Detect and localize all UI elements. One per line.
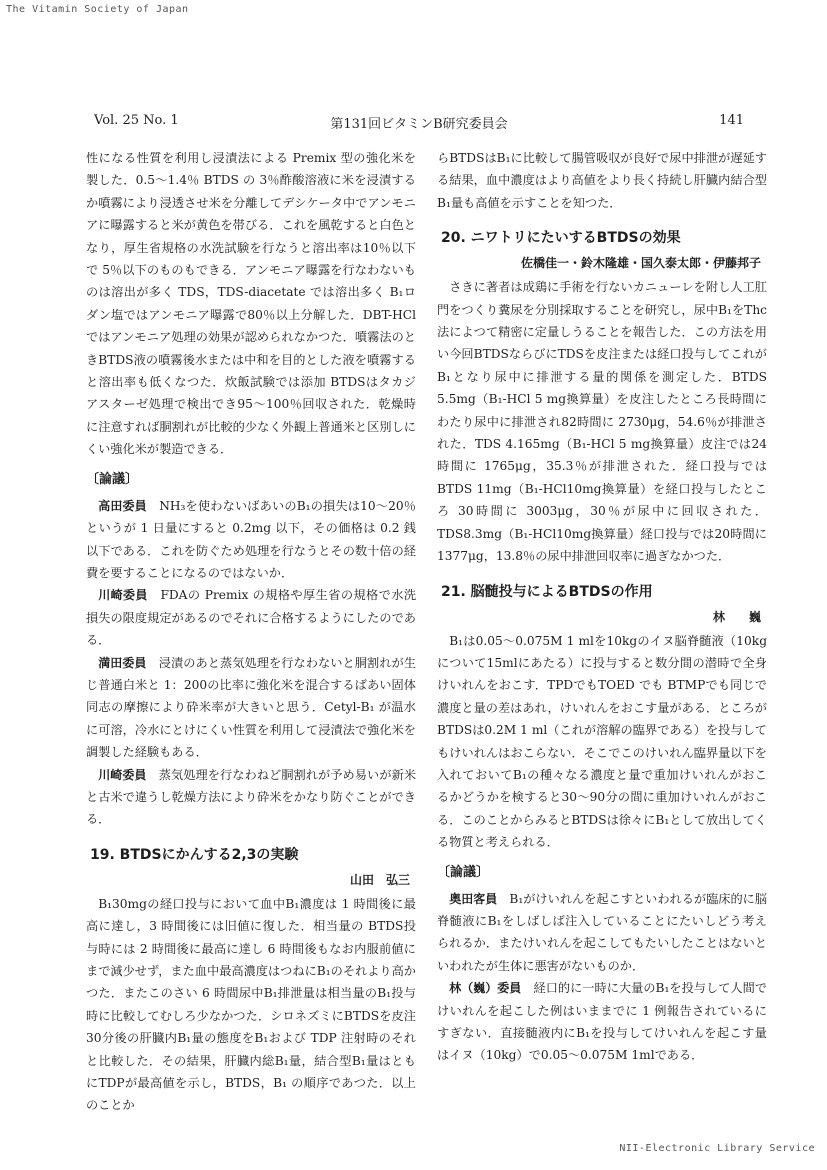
section-title: 21. 脳髄投与によるBTDSの作用 — [441, 583, 653, 600]
speaker-name: 川崎委員 — [98, 588, 148, 603]
speaker-name: 川崎委員 — [98, 767, 147, 782]
bottom-watermark: NII-Electronic Library Service — [619, 1143, 815, 1154]
discussion-label: 〔論議〕 — [437, 864, 490, 880]
discussion-entry — [437, 977, 767, 1067]
section-body: B₁は0.05～0.075M 1 mlを10kgのイヌ脳脊髄液（10kgについて15mlにあたる）に投与すると数分間の潜時で全身けいれんをおこす．TPDでもTOED でも BTMPでも同じで濃度と量の差はあれ，けいれんをおこす量がある．ところがBTDSは0.2M 1 ml（これが溶解の臨界である）を投与してもけいれんはおこらない．そこでこのけいれん臨界量以下を入れておいてB₁の種々なる濃度と量で重加けいれんがおこるかどうかを検すると30～90分の間に重加けいれんがおこる．このことからみるとBTDSは徐々にB₁として放出してくる物質と考えられる． — [437, 633, 767, 850]
discussion-entry — [86, 584, 416, 651]
section-author: 山田 弘三 — [349, 872, 410, 887]
intro-paragraph: 性になる性質を利用し浸漬法による Premix 型の強化米を製した．0.5～1.4％ BTDS の 3％酢酸溶液に米を浸漬するか噴霧により浸透させ米を分離してデシケータ中でアンモニアに曝露すると米が黄色を帯びる．これを風乾すると白色となり，厚生省規格の水洗試験を行なうと溶出率は10％以下で 5％以下のものもできる．アンモニア曝露を行なわないものは溶出が多く TDS，TDS-diacetate では溶出多く B₁ロダン塩ではアンモニア曝露で80％以上分解した．DBT-HClではアンモニア処理の効果が認められなかつた．噴霧法のときBTDS液の噴霧後水または中和を目的とした液を噴霧すると溶出率も低くなつた．炊飯試験では添加 BTDSはタカジアスターゼ処理で検出でき95～100％回収された．乾燥時に注意すれば胴割れが比較的少なく外観上普通米と区別しにくい強化米が製造できる． — [86, 151, 416, 457]
section-author: 佐橋佳一・鈴木隆雄・国久泰太郎・伊藤邦子 — [520, 256, 761, 271]
discussion-text: B₁がけいれんを起こすといわれるが臨床的に脳脊髄液にB₁をしばしば注入していることにたいしどう考えられるか．またけいれんを起こしてもたいしたことはないといわれたが生体に悪害がないものか． — [437, 891, 768, 973]
discussion-entry — [86, 652, 416, 764]
discussion-text: NH₃を使わないばあいのB₁の損失は10～20％というが 1 日量にすると 0.2mg 以下，その価格は 0.2 銭以下である．これを防ぐため処理を行なうとその数十倍の経費を要することになるのではないか． — [86, 498, 416, 580]
discussion-text: 経口的に一時に大量のB₁を投与して人間でけいれんを起こした例はいままでに 1 例報告されているにすぎない．直接髄液内にB₁を投与してけいれんを起こす量はイヌ（10kg）で0.05～0.075M 1mlである． — [437, 981, 767, 1063]
section-body: B₁30mgの経口投与において血中B₁濃度は 1 時間後に最高に達し，3 時間後には旧値に復した．相当量の BTDS投与時には 2 時間後に最高に達し 6 時間後もなお内服前値にまで減少せず，また血中最高濃度はつねにB₁のそれより高かつた．またこのさい 6 時間尿中B₁排泄量は相当量のB₁投与時に比較してむしろ少なかつた．シロネズミにBTDSを皮注30分後の肝臓内B₁量の態度をB₁および TDP 注射時のそれと比較した．その結果，肝臓内総B₁量，結合型B₁量はともにTDPが最高値を示し，BTDS，B₁ の順序であつた．以上のことか — [86, 896, 416, 1113]
speaker-name: 満田委員 — [98, 655, 147, 670]
discussion-entry — [86, 495, 416, 585]
discussion-text: FDAの Premix の規格や厚生省の規格で水洗損失の限度規定があるのでそれに合格するようにしたのである． — [86, 588, 417, 648]
left-column — [86, 147, 416, 1117]
discussion-label: 〔論議〕 — [86, 471, 139, 487]
volume-number: Vol. 25 No. 1 — [94, 113, 179, 128]
continuation-paragraph: らBTDSはB₁に比較して腸管吸収が良好で尿中排泄が遅延する結果，血中濃度はより高値をより長く持続し肝臓内結合型B₁量も高値を示すことを知つた． — [437, 151, 767, 210]
page-number: 141 — [719, 113, 744, 128]
speaker-name: 高田委員 — [98, 498, 147, 513]
discussion-text: 浸漬のあと蒸気処理を行なわないと胴割れが生じ普通白米と 1：200の比率に強化米を混合するばあい固体同志の摩擦により砕米率が大きいと思う．Cetyl-B₁ が温水に可溶，冷水にとけにくい性質を利用して浸漬法で強化米を調製した経験もある． — [86, 655, 417, 760]
section-title: 20. ニワトリにたいするBTDSの効果 — [441, 230, 681, 247]
discussion-entry — [437, 888, 767, 978]
section-body: さきに著者は成鶏に手術を行ないカニューレを附し人工肛門をつくり糞尿を分別採取することを研究し，尿中B₁をThc法によつて精密に定量しうることを報告した．この方法を用い今回BTDSならびにTDSを皮注または経口投与してこれがB₁となり尿中に排泄する量的関係を測定した．BTDS 5.5mg（B₁-HCl 5 mg換算量）を皮注したところ長時間にわたり尿中に排泄され82時間に 2730μg，54.6％が排泄された．TDS 4.165mg（B₁-HCl 5 mg換算量）皮注では24時間に 1765μg，35.3％が排泄された．経口投与ではBTDS 11mg（B₁-HCl10mg換算量）を経口投与したところ 30時間に 3003μg，30％が尿中に回収された．TDS8.3mg（B₁-HCl10mg換算量）経口投与では20時間に1377μg，13.8％の尿中排泄回収率に過ぎなかつた． — [437, 280, 767, 564]
top-watermark: The Vitamin Society of Japan — [6, 4, 189, 15]
section-author: 林 巍 — [712, 609, 761, 624]
page-header — [94, 113, 744, 133]
section-title: 19. BTDSにかんする2,3の実験 — [90, 846, 299, 863]
running-title: 第131回ビタミンB研究委員会 — [330, 117, 508, 132]
speaker-name: 林（巍）委員 — [449, 981, 522, 996]
discussion-text: 蒸気処理を行なわねど胴割れが予め易いが新米と古米で違うし乾燥方法により砕米をかなり防ぐことができる． — [86, 767, 417, 827]
right-column — [437, 147, 767, 1067]
speaker-name: 奥田客員 — [449, 891, 498, 906]
discussion-entry — [86, 764, 416, 831]
